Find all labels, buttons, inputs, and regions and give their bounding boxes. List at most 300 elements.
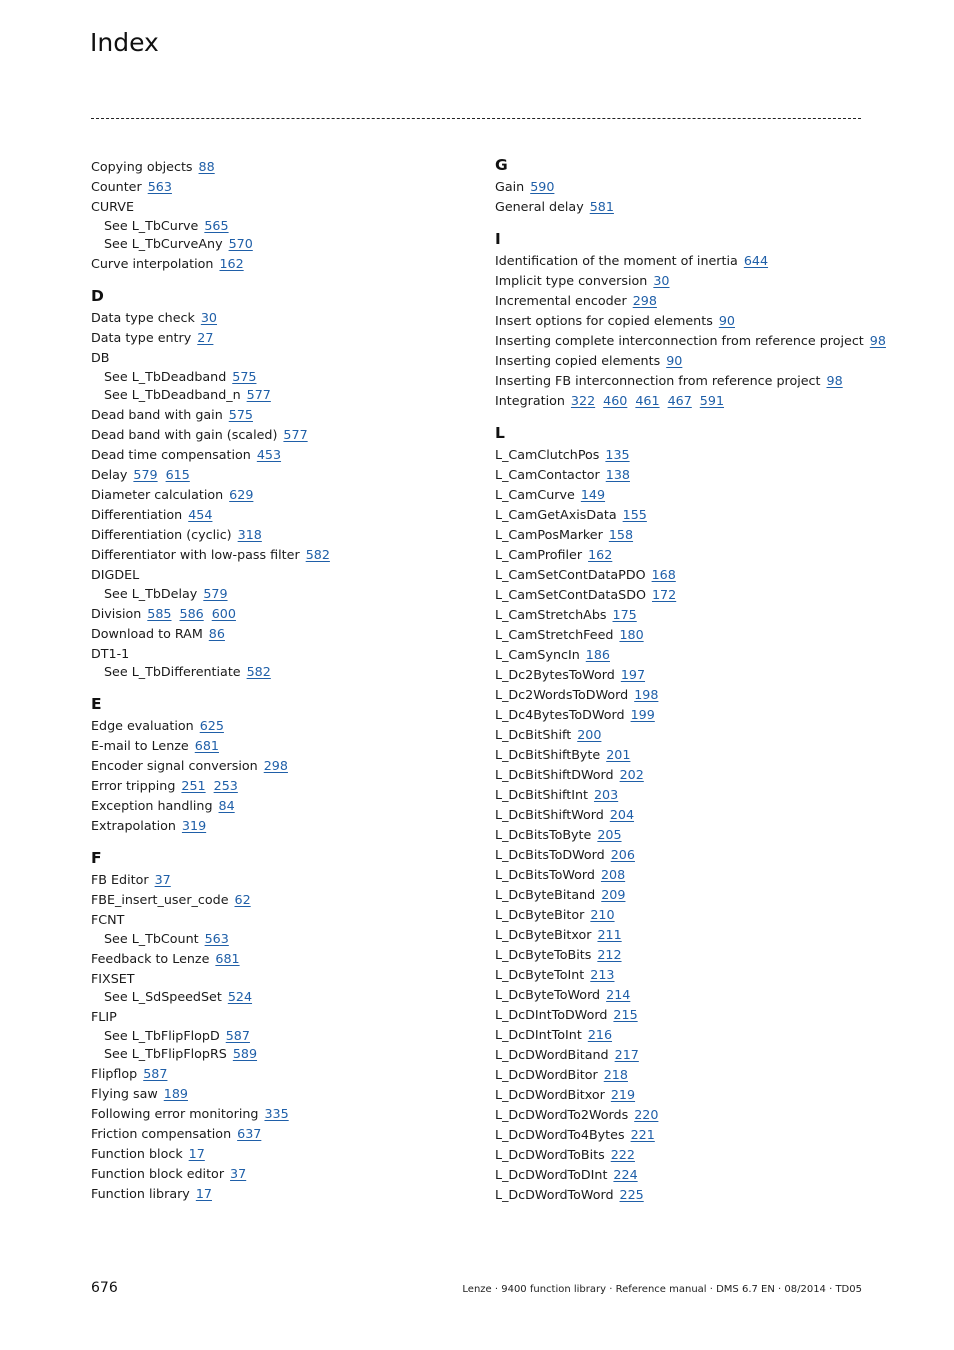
index-term: L_CamCurve (495, 487, 575, 502)
page-refs (197, 329, 213, 346)
section-letter: E (91, 695, 102, 713)
page-link[interactable]: 180 (619, 627, 644, 642)
index-term: General delay (495, 199, 584, 214)
page-link[interactable]: 86 (208, 625, 225, 641)
page-link[interactable]: 570 (228, 236, 253, 251)
section-letter: F (91, 849, 102, 867)
index-subentry (91, 1044, 481, 1063)
page-link[interactable]: 211 (597, 927, 622, 942)
index-subentry (91, 583, 481, 602)
index-term: L_DcByteBitor (495, 907, 585, 922)
index-entry (495, 863, 885, 883)
page-refs (653, 272, 669, 289)
index-term: Dead band with gain (91, 407, 223, 422)
index-term: Download to RAM (91, 625, 203, 641)
index-entry (91, 483, 481, 503)
page-refs (631, 1126, 655, 1143)
page-refs (613, 606, 637, 623)
page-link[interactable]: 162 (219, 256, 244, 271)
page-link[interactable]: 213 (590, 967, 615, 982)
index-term: Implicit type conversion (495, 273, 648, 288)
index-entry (91, 1082, 481, 1102)
index-term: L_CamPosMarker (495, 527, 603, 542)
page-link[interactable]: 563 (204, 930, 229, 946)
page-link[interactable]: 203 (593, 787, 619, 802)
page-link[interactable]: 62 (234, 892, 251, 907)
page-link[interactable]: 563 (147, 179, 172, 194)
index-term: DT1-1 (91, 645, 130, 661)
index-term: L_DcDWordTo2Words (495, 1107, 629, 1122)
index-term: Gain (495, 179, 525, 194)
page-refs (652, 566, 676, 583)
index-entry (495, 443, 885, 463)
index-subentry (91, 366, 481, 385)
page-refs (233, 1045, 257, 1062)
index-term: L_DcDWordToWord (495, 1187, 614, 1202)
page-link[interactable]: 198 (634, 687, 659, 702)
page-link[interactable]: 637 (237, 1126, 262, 1141)
index-term: Division (91, 605, 142, 621)
index-term: Extrapolation (91, 818, 176, 833)
index-term: Diameter calculation (91, 487, 224, 502)
page-link[interactable]: 582 (246, 664, 271, 679)
index-entry (495, 983, 885, 1003)
index-entry (495, 349, 885, 369)
page-refs (606, 986, 630, 1003)
index-entry (495, 289, 885, 309)
section-letter: L (495, 424, 505, 442)
index-term: L_Dc2WordsToDWord (495, 687, 629, 702)
page-refs (581, 486, 605, 503)
index-term: Flipflop (91, 1066, 138, 1081)
index-term: Identification of the moment of inertia (495, 253, 738, 268)
index-term: L_Dc2BytesToWord (495, 667, 615, 682)
page-link[interactable]: 219 (610, 1087, 636, 1102)
page-refs (604, 1066, 628, 1083)
page-refs (634, 686, 658, 703)
page-refs (201, 309, 217, 326)
index-term: See L_TbDeadband_n (104, 387, 241, 402)
index-entry (495, 763, 885, 783)
section-letter: G (495, 156, 508, 174)
page-link[interactable]: 37 (154, 872, 171, 887)
index-term: See L_TbCount (104, 930, 199, 946)
page-link[interactable]: 135 (605, 447, 630, 462)
page-link[interactable]: 225 (619, 1187, 644, 1202)
page-link[interactable]: 168 (651, 567, 676, 582)
index-entry (91, 1102, 481, 1122)
index-entry (495, 723, 885, 743)
page-refs (230, 1165, 246, 1182)
index-term: Inserting FB interconnection from reference project (495, 373, 821, 388)
index-entry (495, 803, 885, 823)
page-link[interactable]: 579 (133, 467, 158, 482)
page-link[interactable]: 251 (181, 778, 206, 793)
page-link[interactable]: 214 (606, 987, 631, 1002)
index-term: DIGDEL (91, 567, 140, 582)
index-term: L_DcDWordBitor (495, 1067, 598, 1082)
index-term: L_DcByteBitxor (495, 927, 592, 942)
index-entry (91, 1182, 481, 1202)
page-link[interactable]: 30 (200, 310, 218, 325)
index-entry (91, 868, 481, 888)
page-link[interactable]: 155 (622, 507, 647, 522)
page-refs (594, 786, 618, 803)
section-letter: D (91, 287, 104, 305)
index-entry (495, 1143, 885, 1163)
page-refs (264, 1105, 288, 1122)
page-link[interactable]: 298 (263, 758, 288, 773)
page-link[interactable]: 625 (199, 718, 224, 733)
index-entry (495, 1123, 885, 1143)
index-term: L_DcBitShiftByte (495, 747, 601, 762)
index-column-right (495, 155, 885, 1203)
index-term: Inserting complete interconnection from reference project (495, 333, 864, 348)
page-refs (601, 886, 625, 903)
index-term: L_DcDIntToDWord (495, 1007, 608, 1022)
index-term: L_DcBitShiftInt (495, 787, 588, 802)
index-entry (495, 623, 885, 643)
index-section (495, 229, 885, 409)
page-refs (181, 777, 237, 794)
page-link[interactable]: 199 (630, 707, 655, 722)
page-link[interactable]: 98 (869, 333, 886, 348)
index-term: Dead band with gain (scaled) (91, 427, 278, 442)
index-subentry (91, 385, 481, 404)
page-refs (620, 766, 644, 783)
index-entry (91, 306, 481, 326)
index-term: Data type entry (91, 330, 192, 345)
index-entry (91, 403, 481, 423)
index-subentry (91, 987, 481, 1006)
page-link[interactable]: 581 (589, 199, 614, 214)
index-term: L_DcBitShift (495, 727, 572, 742)
index-term: Inserting copied elements (495, 353, 661, 368)
index-entry (495, 563, 885, 583)
page-link[interactable]: 215 (613, 1007, 638, 1022)
index-entry (495, 643, 885, 663)
page-link[interactable]: 206 (610, 847, 635, 862)
page-link[interactable]: 84 (218, 798, 235, 813)
index-term: Copying objects (91, 159, 193, 174)
index-entry (495, 523, 885, 543)
page-link[interactable]: 335 (264, 1106, 289, 1121)
page-link[interactable]: 629 (229, 487, 254, 502)
index-term: FIXSET (91, 970, 135, 986)
page-link[interactable]: 587 (143, 1066, 168, 1081)
index-term: FB Editor (91, 872, 149, 887)
index-entry (91, 175, 481, 195)
index-term: Function library (91, 1186, 190, 1201)
page-refs (215, 950, 239, 967)
page-link[interactable]: 222 (610, 1147, 635, 1162)
page-link[interactable]: 175 (612, 607, 637, 622)
index-entry (91, 563, 481, 583)
page-link[interactable]: 460 (603, 393, 628, 408)
index-term: DB (91, 350, 110, 365)
page-link[interactable]: 209 (601, 887, 626, 902)
page-link[interactable]: 582 (305, 547, 330, 562)
page-link[interactable]: 224 (613, 1167, 638, 1182)
page-link[interactable]: 319 (181, 818, 207, 833)
index-entry (495, 783, 885, 803)
index-term: FLIP (91, 1009, 117, 1024)
index-term: L_CamSyncIn (495, 647, 580, 662)
page-refs (219, 255, 243, 272)
page-link[interactable]: 197 (620, 667, 646, 682)
page-link[interactable]: 644 (743, 253, 769, 268)
index-term: E-mail to Lenze (91, 738, 189, 753)
index-term: Function block editor (91, 1166, 225, 1181)
index-term: Data type check (91, 310, 195, 325)
page-link[interactable]: 253 (213, 778, 238, 793)
page-refs (621, 666, 645, 683)
page-refs (666, 352, 682, 369)
index-entry (91, 252, 481, 272)
index-term: See L_TbFlipFlopD (104, 1027, 220, 1043)
index-term: L_DcDWordToBits (495, 1147, 605, 1162)
page-link[interactable]: 216 (587, 1027, 613, 1042)
page-link[interactable]: 138 (605, 467, 630, 482)
index-term: Flying saw (91, 1086, 158, 1101)
index-term: FCNT (91, 912, 125, 927)
page-refs (631, 706, 655, 723)
index-entry (495, 543, 885, 563)
index-term: Function block (91, 1146, 183, 1161)
index-term: L_CamClutchPos (495, 447, 600, 462)
page-link[interactable]: 615 (165, 467, 190, 482)
header-divider (91, 118, 861, 119)
page-link[interactable]: 467 (667, 393, 692, 408)
page-refs (147, 605, 236, 622)
page-link[interactable]: 200 (577, 727, 602, 742)
index-term: Curve interpolation (91, 256, 214, 271)
page-refs (633, 292, 657, 309)
page-link[interactable]: 577 (283, 427, 308, 442)
page-link[interactable]: 454 (188, 507, 213, 522)
page-refs (870, 332, 886, 349)
index-term: Differentiation (cyclic) (91, 527, 232, 542)
index-entry (91, 1005, 481, 1025)
index-term: See L_TbCurve (104, 217, 199, 233)
index-entry (91, 1162, 481, 1182)
page-refs (182, 817, 206, 834)
index-entry (495, 583, 885, 603)
page-link[interactable]: 681 (194, 738, 219, 753)
index-term: Differentiator with low-pass filter (91, 547, 300, 562)
page-link[interactable]: 90 (718, 313, 735, 328)
page-link[interactable]: 600 (211, 605, 236, 621)
index-entry (495, 463, 885, 483)
page-link[interactable]: 322 (570, 393, 596, 408)
index-entry (91, 642, 481, 662)
index-entry (495, 1043, 885, 1063)
index-entry (495, 329, 885, 349)
page-refs (237, 1125, 261, 1142)
page-refs (196, 1185, 212, 1202)
index-entry (91, 155, 481, 175)
index-term: Counter (91, 179, 142, 194)
index-entry (91, 423, 481, 443)
page-refs (199, 158, 215, 175)
page-link[interactable]: 586 (179, 605, 204, 621)
page-link[interactable]: 453 (256, 447, 282, 462)
index-entry (91, 195, 481, 215)
page-link[interactable]: 90 (666, 353, 683, 368)
page-link[interactable]: 189 (163, 1086, 188, 1101)
index-term: L_CamSetContDataPDO (495, 567, 646, 582)
page-link[interactable]: 212 (597, 947, 622, 962)
page-link[interactable]: 218 (603, 1067, 628, 1082)
page-link[interactable]: 575 (232, 368, 257, 384)
page-refs (610, 806, 634, 823)
page-refs (205, 930, 229, 947)
index-section (91, 694, 481, 834)
page-refs (235, 891, 251, 908)
index-entry (495, 369, 885, 389)
index-entry (91, 754, 481, 774)
index-term: See L_TbDelay (104, 585, 198, 601)
index-term: See L_TbDifferentiate (104, 664, 241, 679)
page-refs (229, 235, 253, 252)
page-link[interactable]: 202 (619, 767, 644, 782)
page-link[interactable]: 162 (588, 547, 613, 562)
page-link[interactable]: 590 (530, 179, 555, 194)
index-term: L_DcBitsToWord (495, 867, 595, 882)
page-refs (606, 746, 630, 763)
page-refs (590, 966, 614, 983)
page-link[interactable]: 186 (585, 647, 610, 662)
page-link[interactable]: 591 (699, 393, 725, 408)
index-term: Error tripping (91, 778, 176, 793)
index-entry (495, 923, 885, 943)
page-refs (155, 871, 171, 888)
index-term: L_CamStretchAbs (495, 607, 607, 622)
index-section (495, 423, 885, 1203)
page-link[interactable]: 579 (203, 585, 228, 601)
page-refs (615, 1046, 639, 1063)
index-subentry (91, 215, 481, 234)
index-term: L_Dc4BytesToDWord (495, 707, 625, 722)
page-refs (652, 586, 676, 603)
page-link[interactable]: 221 (630, 1127, 655, 1142)
page-link[interactable]: 577 (246, 387, 271, 402)
page-refs (209, 625, 225, 642)
index-entry (91, 814, 481, 834)
index-entry (91, 602, 481, 622)
page-link[interactable]: 565 (204, 217, 229, 233)
index-entry (495, 683, 885, 703)
index-entry (91, 463, 481, 483)
index-term: L_DcBitShiftWord (495, 807, 604, 822)
page-link[interactable]: 587 (225, 1027, 250, 1043)
page-link[interactable]: 27 (197, 330, 214, 345)
page-refs (634, 1106, 658, 1123)
page-link[interactable]: 98 (826, 373, 843, 388)
page-link[interactable]: 589 (232, 1046, 258, 1061)
page-refs (238, 526, 262, 543)
index-term: L_CamProfiler (495, 547, 583, 562)
page-link[interactable]: 681 (215, 950, 240, 966)
index-entry (495, 663, 885, 683)
index-entry (91, 774, 481, 794)
index-term: Following error monitoring (91, 1106, 259, 1121)
page-link[interactable]: 220 (634, 1107, 659, 1122)
page-link[interactable]: 149 (580, 487, 606, 502)
index-term: Friction compensation (91, 1126, 232, 1141)
page-refs (744, 252, 768, 269)
page-link[interactable]: 217 (614, 1047, 639, 1062)
page-link[interactable]: 298 (632, 293, 657, 308)
page-refs (597, 946, 621, 963)
index-term: L_DcByteToInt (495, 967, 585, 982)
page-link[interactable]: 208 (600, 867, 626, 882)
page-refs (228, 988, 252, 1005)
index-term: L_CamGetAxisData (495, 507, 617, 522)
page-link[interactable]: 172 (651, 587, 677, 602)
page-link[interactable]: 30 (653, 273, 670, 288)
index-entry (91, 908, 481, 928)
index-entry (495, 943, 885, 963)
page-refs (571, 392, 724, 409)
page-link[interactable]: 585 (147, 605, 172, 621)
index-entry (91, 714, 481, 734)
index-entry (91, 523, 481, 543)
page-link[interactable]: 461 (635, 393, 660, 408)
page-link[interactable]: 204 (609, 807, 635, 822)
page-link[interactable]: 17 (188, 1146, 205, 1161)
page-refs (195, 737, 219, 754)
page-link[interactable]: 575 (228, 407, 253, 422)
page-link[interactable]: 158 (608, 527, 634, 542)
index-term: Incremental encoder (495, 293, 627, 308)
page-refs (148, 178, 172, 195)
page-refs (229, 486, 253, 503)
page-refs (219, 797, 235, 814)
section-letter: I (495, 230, 501, 248)
page-refs (257, 446, 281, 463)
page-link[interactable]: 524 (227, 989, 253, 1004)
index-entry (91, 967, 481, 987)
page-link[interactable]: 88 (198, 159, 215, 174)
page-refs (597, 926, 621, 943)
page-link[interactable]: 201 (606, 747, 631, 762)
page-refs (601, 866, 625, 883)
page-refs (623, 506, 647, 523)
page-refs (609, 526, 633, 543)
page-refs (605, 446, 629, 463)
index-subentry (91, 234, 481, 253)
page-refs (188, 506, 212, 523)
index-entry (495, 309, 885, 329)
index-entry (495, 483, 885, 503)
index-term: L_DcDWordBitand (495, 1047, 609, 1062)
page-link[interactable]: 37 (230, 1166, 247, 1181)
index-term: Exception handling (91, 798, 213, 813)
page-link[interactable]: 205 (597, 827, 622, 842)
index-subentry (91, 662, 481, 681)
page-refs (530, 178, 554, 195)
page-link[interactable]: 318 (237, 527, 262, 542)
index-entry (495, 1163, 885, 1183)
page-refs (264, 757, 288, 774)
page-title: Index (90, 28, 159, 57)
page-refs (229, 406, 253, 423)
page-refs (588, 546, 612, 563)
page-link[interactable]: 210 (590, 907, 615, 922)
page-refs (590, 906, 614, 923)
page-link[interactable]: 17 (195, 1186, 212, 1201)
